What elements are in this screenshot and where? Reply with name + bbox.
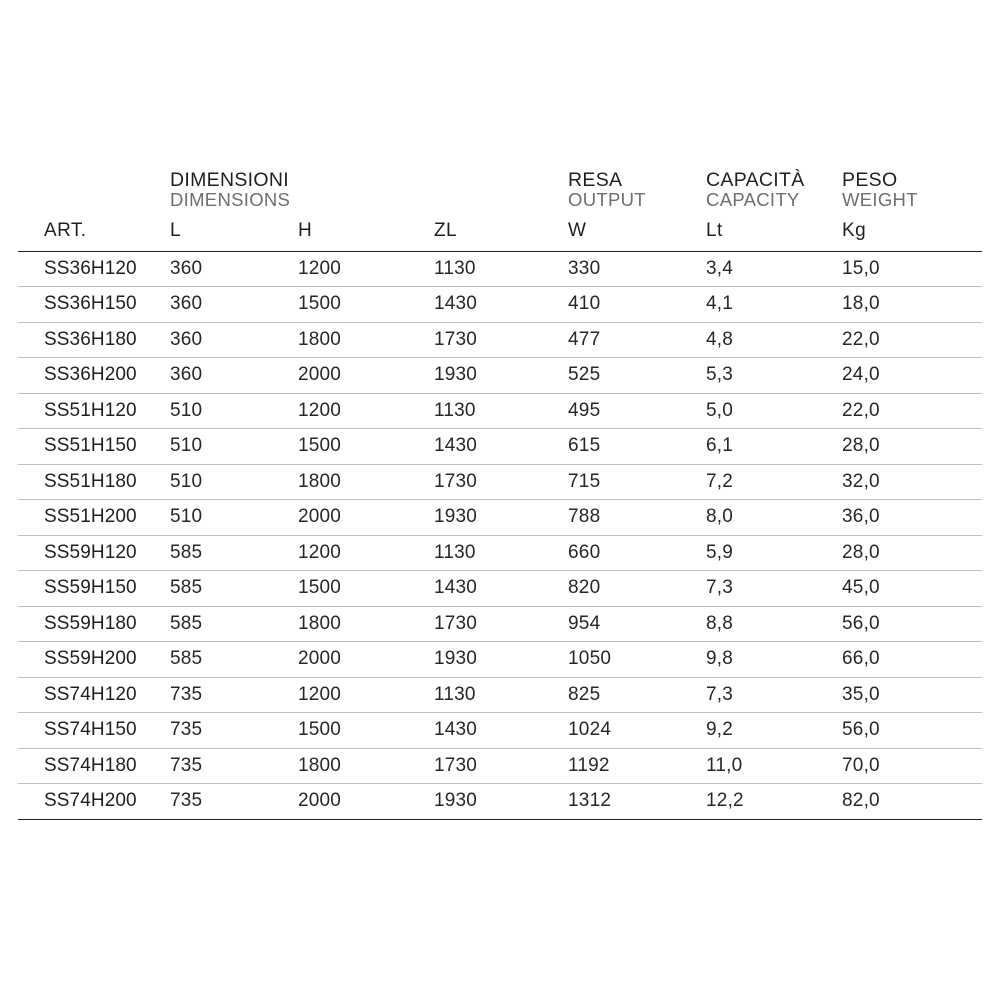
table-row bbox=[18, 464, 982, 500]
cell-art: SS59H150 bbox=[18, 571, 156, 607]
cell-zl: 1430 bbox=[420, 713, 554, 749]
cell-lt: 9,2 bbox=[692, 713, 828, 749]
cell-w: 615 bbox=[554, 429, 692, 465]
cell-kg: 15,0 bbox=[828, 251, 982, 287]
table-row bbox=[18, 500, 982, 536]
cell-w: 820 bbox=[554, 571, 692, 607]
cell-w: 477 bbox=[554, 322, 692, 358]
cell-lt: 8,0 bbox=[692, 500, 828, 536]
cell-w: 1050 bbox=[554, 642, 692, 678]
column-header-h: H bbox=[284, 216, 420, 252]
cell-zl: 1730 bbox=[420, 322, 554, 358]
cell-art: SS74H150 bbox=[18, 713, 156, 749]
group-header-capacity bbox=[692, 170, 828, 216]
cell-w: 1192 bbox=[554, 748, 692, 784]
cell-art: SS74H120 bbox=[18, 677, 156, 713]
group-label-en: OUTPUT bbox=[568, 189, 646, 211]
cell-kg: 18,0 bbox=[828, 287, 982, 323]
column-header-art: ART. bbox=[18, 216, 156, 252]
cell-lt: 8,8 bbox=[692, 606, 828, 642]
table-row bbox=[18, 677, 982, 713]
cell-art: SS36H120 bbox=[18, 251, 156, 287]
cell-art: SS51H200 bbox=[18, 500, 156, 536]
cell-kg: 32,0 bbox=[828, 464, 982, 500]
cell-l: 510 bbox=[156, 393, 284, 429]
cell-kg: 24,0 bbox=[828, 358, 982, 394]
cell-l: 735 bbox=[156, 677, 284, 713]
cell-zl: 1130 bbox=[420, 677, 554, 713]
cell-lt: 5,3 bbox=[692, 358, 828, 394]
cell-w: 525 bbox=[554, 358, 692, 394]
cell-zl: 1930 bbox=[420, 642, 554, 678]
cell-lt: 3,4 bbox=[692, 251, 828, 287]
cell-lt: 7,3 bbox=[692, 677, 828, 713]
group-header-dimensions bbox=[156, 170, 554, 216]
group-label-it: CAPACITÀ bbox=[706, 169, 805, 191]
cell-l: 585 bbox=[156, 606, 284, 642]
cell-art: SS74H180 bbox=[18, 748, 156, 784]
cell-l: 360 bbox=[156, 251, 284, 287]
cell-kg: 56,0 bbox=[828, 713, 982, 749]
cell-h: 1500 bbox=[284, 713, 420, 749]
cell-lt: 9,8 bbox=[692, 642, 828, 678]
cell-h: 2000 bbox=[284, 784, 420, 820]
group-header-weight bbox=[828, 170, 982, 216]
table-row bbox=[18, 393, 982, 429]
cell-h: 2000 bbox=[284, 358, 420, 394]
product-specification-table bbox=[18, 170, 982, 820]
cell-kg: 56,0 bbox=[828, 606, 982, 642]
cell-h: 1800 bbox=[284, 322, 420, 358]
cell-w: 410 bbox=[554, 287, 692, 323]
cell-art: SS74H200 bbox=[18, 784, 156, 820]
cell-zl: 1430 bbox=[420, 287, 554, 323]
column-header-w: W bbox=[554, 216, 692, 252]
group-header-row bbox=[18, 170, 982, 216]
cell-w: 788 bbox=[554, 500, 692, 536]
cell-w: 825 bbox=[554, 677, 692, 713]
table-header bbox=[18, 170, 982, 251]
cell-w: 1024 bbox=[554, 713, 692, 749]
cell-lt: 6,1 bbox=[692, 429, 828, 465]
table-row bbox=[18, 322, 982, 358]
cell-w: 330 bbox=[554, 251, 692, 287]
table-row bbox=[18, 571, 982, 607]
cell-lt: 11,0 bbox=[692, 748, 828, 784]
cell-kg: 22,0 bbox=[828, 393, 982, 429]
cell-lt: 4,8 bbox=[692, 322, 828, 358]
group-label-en: CAPACITY bbox=[706, 189, 800, 211]
cell-zl: 1930 bbox=[420, 358, 554, 394]
cell-h: 1500 bbox=[284, 429, 420, 465]
cell-l: 735 bbox=[156, 784, 284, 820]
cell-kg: 35,0 bbox=[828, 677, 982, 713]
cell-art: SS36H150 bbox=[18, 287, 156, 323]
table-row bbox=[18, 642, 982, 678]
table-row bbox=[18, 784, 982, 820]
cell-kg: 82,0 bbox=[828, 784, 982, 820]
cell-kg: 28,0 bbox=[828, 535, 982, 571]
cell-l: 360 bbox=[156, 287, 284, 323]
cell-l: 735 bbox=[156, 713, 284, 749]
cell-h: 1800 bbox=[284, 748, 420, 784]
cell-h: 2000 bbox=[284, 642, 420, 678]
cell-art: SS36H200 bbox=[18, 358, 156, 394]
cell-lt: 12,2 bbox=[692, 784, 828, 820]
cell-l: 585 bbox=[156, 642, 284, 678]
cell-art: SS51H180 bbox=[18, 464, 156, 500]
table-row bbox=[18, 358, 982, 394]
cell-w: 1312 bbox=[554, 784, 692, 820]
cell-h: 1200 bbox=[284, 677, 420, 713]
cell-h: 1800 bbox=[284, 464, 420, 500]
cell-zl: 1130 bbox=[420, 535, 554, 571]
cell-art: SS59H200 bbox=[18, 642, 156, 678]
table-row bbox=[18, 713, 982, 749]
cell-zl: 1730 bbox=[420, 464, 554, 500]
table-body bbox=[18, 251, 982, 819]
group-header-blank bbox=[18, 170, 156, 216]
group-label-it: PESO bbox=[842, 169, 898, 191]
column-header-zl: ZL bbox=[420, 216, 554, 252]
group-label-en: DIMENSIONS bbox=[170, 189, 291, 211]
table-row bbox=[18, 429, 982, 465]
cell-zl: 1930 bbox=[420, 784, 554, 820]
column-header-row bbox=[18, 216, 982, 252]
cell-zl: 1730 bbox=[420, 606, 554, 642]
cell-kg: 28,0 bbox=[828, 429, 982, 465]
cell-zl: 1430 bbox=[420, 571, 554, 607]
group-label-it: RESA bbox=[568, 169, 623, 191]
table-row bbox=[18, 287, 982, 323]
cell-art: SS51H120 bbox=[18, 393, 156, 429]
cell-h: 2000 bbox=[284, 500, 420, 536]
cell-art: SS51H150 bbox=[18, 429, 156, 465]
group-label-it: DIMENSIONI bbox=[170, 169, 289, 191]
table-row bbox=[18, 251, 982, 287]
table-row bbox=[18, 748, 982, 784]
cell-kg: 36,0 bbox=[828, 500, 982, 536]
cell-h: 1500 bbox=[284, 287, 420, 323]
cell-l: 360 bbox=[156, 322, 284, 358]
group-label-en: WEIGHT bbox=[842, 189, 918, 211]
cell-h: 1800 bbox=[284, 606, 420, 642]
cell-l: 510 bbox=[156, 429, 284, 465]
column-header-l: L bbox=[156, 216, 284, 252]
cell-l: 585 bbox=[156, 571, 284, 607]
table-row bbox=[18, 535, 982, 571]
cell-lt: 5,0 bbox=[692, 393, 828, 429]
column-header-kg: Kg bbox=[828, 216, 982, 252]
cell-lt: 7,3 bbox=[692, 571, 828, 607]
cell-w: 954 bbox=[554, 606, 692, 642]
cell-l: 360 bbox=[156, 358, 284, 394]
cell-zl: 1430 bbox=[420, 429, 554, 465]
cell-lt: 7,2 bbox=[692, 464, 828, 500]
cell-zl: 1930 bbox=[420, 500, 554, 536]
cell-zl: 1730 bbox=[420, 748, 554, 784]
cell-l: 735 bbox=[156, 748, 284, 784]
cell-w: 495 bbox=[554, 393, 692, 429]
column-header-lt: Lt bbox=[692, 216, 828, 252]
cell-art: SS59H180 bbox=[18, 606, 156, 642]
group-header-output bbox=[554, 170, 692, 216]
cell-l: 510 bbox=[156, 464, 284, 500]
cell-kg: 45,0 bbox=[828, 571, 982, 607]
cell-art: SS36H180 bbox=[18, 322, 156, 358]
cell-l: 585 bbox=[156, 535, 284, 571]
cell-h: 1200 bbox=[284, 393, 420, 429]
cell-h: 1500 bbox=[284, 571, 420, 607]
cell-kg: 66,0 bbox=[828, 642, 982, 678]
cell-kg: 22,0 bbox=[828, 322, 982, 358]
cell-art: SS59H120 bbox=[18, 535, 156, 571]
cell-lt: 5,9 bbox=[692, 535, 828, 571]
cell-w: 715 bbox=[554, 464, 692, 500]
cell-l: 510 bbox=[156, 500, 284, 536]
cell-zl: 1130 bbox=[420, 393, 554, 429]
cell-h: 1200 bbox=[284, 535, 420, 571]
cell-zl: 1130 bbox=[420, 251, 554, 287]
table-row bbox=[18, 606, 982, 642]
cell-lt: 4,1 bbox=[692, 287, 828, 323]
cell-kg: 70,0 bbox=[828, 748, 982, 784]
cell-w: 660 bbox=[554, 535, 692, 571]
cell-h: 1200 bbox=[284, 251, 420, 287]
